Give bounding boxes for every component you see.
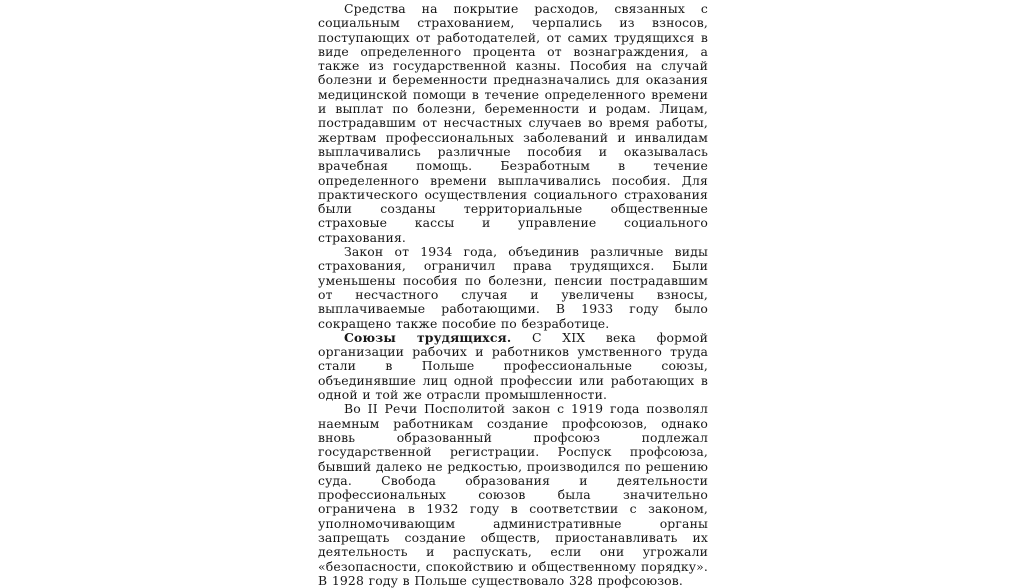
run-in-heading: Союзы трудящихся. — [344, 329, 512, 345]
paragraph-social-insurance-funds — [318, 2, 708, 245]
text-column — [318, 2, 708, 588]
paragraph-trade-unions — [318, 331, 708, 402]
paragraph-text: Закон от 1934 года, объединив различные виды страхования, ограничил права трудящихся. Были уменьшены пособия по болезни, пенсии пострадавшим от несчастного случая и увеличены взносы, выплачиваемые работающими. В 1933 году было сокращено также пособие по безработице. — [318, 244, 708, 331]
paragraph-text: С XIX века формой организации рабочих и работников умственного труда стали в Польше профессиональные союзы, объединявшие лиц одной профессии или работающих в одной и той же отрасли промышленности. — [318, 329, 708, 403]
paragraph-second-republic-unions — [318, 402, 708, 588]
paragraph-law-1934 — [318, 245, 708, 331]
paragraph-text: Во II Речи Посполитой закон с 1919 года позволял наемным работникам создание профсоюзов, однако вновь образованный профсоюз подлежал государственной регистрации. Роспуск профсоюза, бывший далеко не редкостью, производился по решению суда. Свобода образования и деятельности профессиональных союзов была значительно ограничена в 1932 году в соответствии с законом, уполномочивающим административные органы запрещать создание обществ, приостанавливать их деятельность и распускать, если они угрожали «безопасности, спокойствию и общественному порядку». В 1928 году в Польше существовало 328 профсоюзов. — [318, 401, 708, 588]
paragraph-text: Средства на покрытие расходов, связанных с социальным страхованием, черпались из взносов, поступающих от работодателей, от самих трудящихся в виде определенного процента от вознаграждения, а также из государственной казны. Пособия на случай болезни и беременности предназначались для оказания медицинской помощи в течение определенного времени и выплат по болезни, беременности и родам. Лицам, пострадавшим от несчастных случаев во время работы, жертвам профессиональных заболеваний и инвалидам выплачивались различные пособия и оказывалась врачебная помощь. Безработным в течение определенного времени выплачивались пособия. Для практического осуществления социального страхования были созданы территориальные общественные страховые кассы и управление социального страхования. — [318, 1, 708, 245]
